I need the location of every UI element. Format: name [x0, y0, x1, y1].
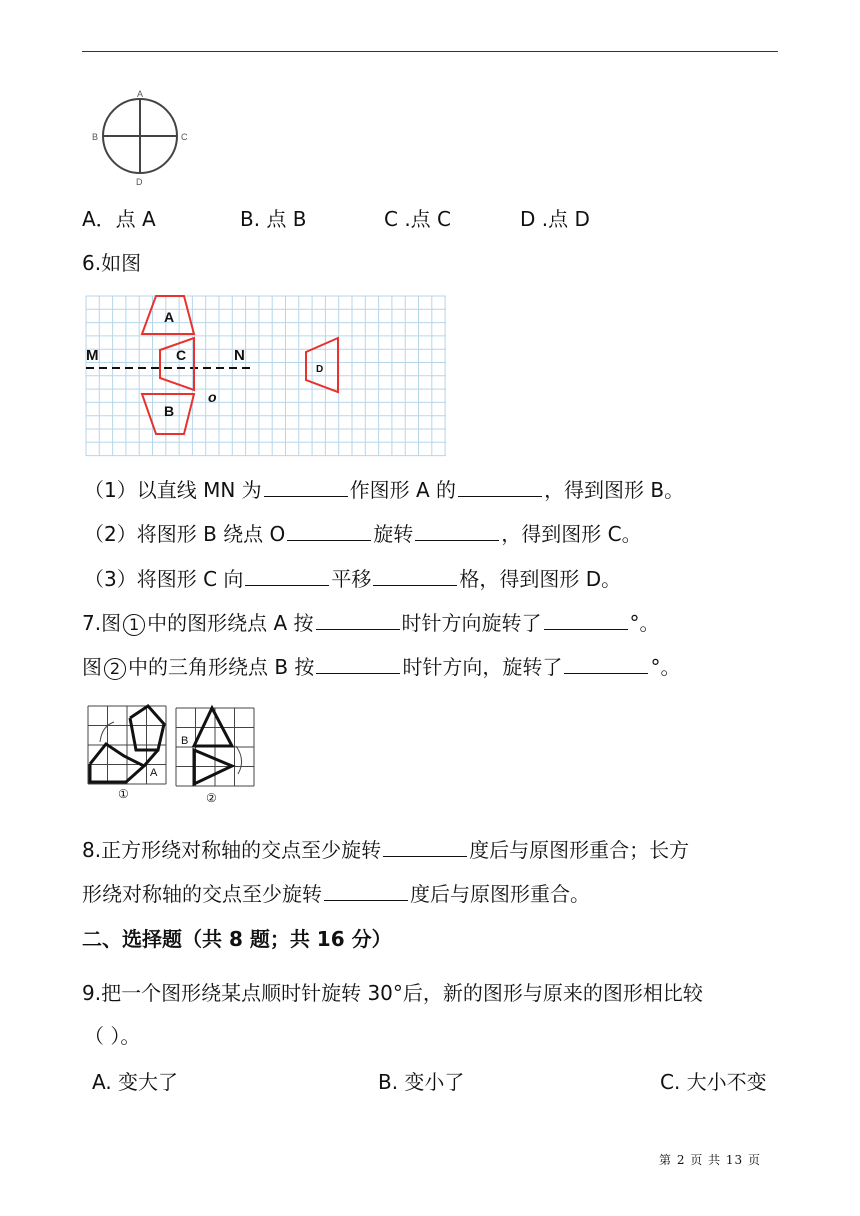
circle-figure: [88, 86, 198, 190]
fig1-point-a: A: [150, 767, 158, 779]
blank[interactable]: [544, 611, 628, 630]
q9-option-c: C. 大小不变: [660, 1070, 767, 1094]
label-m: M: [86, 347, 99, 364]
fig1-number: ①: [118, 787, 129, 801]
label-n: N: [234, 347, 245, 364]
circle-label-c: C: [181, 132, 188, 142]
header-rule: [82, 51, 778, 52]
q9-paren: （ ）。: [84, 1024, 141, 1048]
fig2-point-b: B: [181, 735, 189, 747]
q6-line-1: （1）以直线 MN 为 作图形 A 的 ，得到图形 B。: [84, 478, 685, 502]
q7-figures: [86, 704, 258, 806]
q6-grid-figure: [84, 294, 448, 458]
q6-line-2: （2）将图形 B 绕点 O 旋转 ，得到图形 C。: [84, 522, 642, 546]
q5-option-a: A．点 A: [82, 207, 156, 231]
fig2-number: ②: [206, 791, 217, 805]
blank[interactable]: [373, 567, 457, 586]
blank[interactable]: [324, 882, 408, 901]
q9-stem: 9.把一个图形绕某点顺时针旋转 30°后，新的图形与原来的图形相比较: [82, 981, 703, 1005]
blank[interactable]: [458, 478, 542, 497]
q5-option-c: C .点 C: [384, 207, 452, 231]
shape-a-label: A: [164, 309, 175, 325]
blank[interactable]: [264, 478, 348, 497]
circle-label-d: D: [136, 177, 143, 187]
q6-title: 6.如图: [82, 251, 142, 275]
blank[interactable]: [383, 838, 467, 857]
q5-option-d: D .点 D: [520, 207, 590, 231]
point-o: o: [208, 389, 217, 405]
q7-line-1: 7.图 1 中的图形绕点 A 按 时针方向旋转了 °。: [82, 611, 660, 635]
q8-line-2: 形绕对称轴的交点至少旋转 度后与原图形重合。: [82, 882, 590, 906]
circle-label-b: B: [92, 132, 99, 142]
q8-line-1: 8.正方形绕对称轴的交点至少旋转 度后与原图形重合；长方: [82, 838, 690, 862]
shape-c: [160, 338, 194, 390]
page-footer: 第 2 页 共 13 页: [659, 1153, 761, 1167]
blank[interactable]: [245, 567, 329, 586]
q7-line-2: 图 2 中的三角形绕点 B 按 时针方向，旋转了 °。: [82, 655, 681, 679]
circled-number: 2: [104, 658, 126, 680]
circled-number: 1: [123, 614, 145, 636]
blank[interactable]: [287, 522, 371, 541]
q9-option-b: B. 变小了: [378, 1070, 465, 1094]
section-title: 二、选择题（共 8 题；共 16 分）: [82, 927, 392, 951]
q5-option-b: B. 点 B: [240, 207, 307, 231]
blank[interactable]: [316, 655, 400, 674]
blank[interactable]: [415, 522, 499, 541]
shape-c-label: C: [176, 347, 187, 363]
blank[interactable]: [564, 655, 648, 674]
shape-b-label: B: [164, 403, 175, 419]
shape-d-label: D: [316, 364, 324, 375]
blank[interactable]: [316, 611, 400, 630]
circle-label-a: A: [137, 89, 144, 99]
q6-line-3: （3）将图形 C 向 平移 格，得到图形 D。: [84, 567, 622, 591]
q9-option-a: A. 变大了: [92, 1070, 179, 1094]
